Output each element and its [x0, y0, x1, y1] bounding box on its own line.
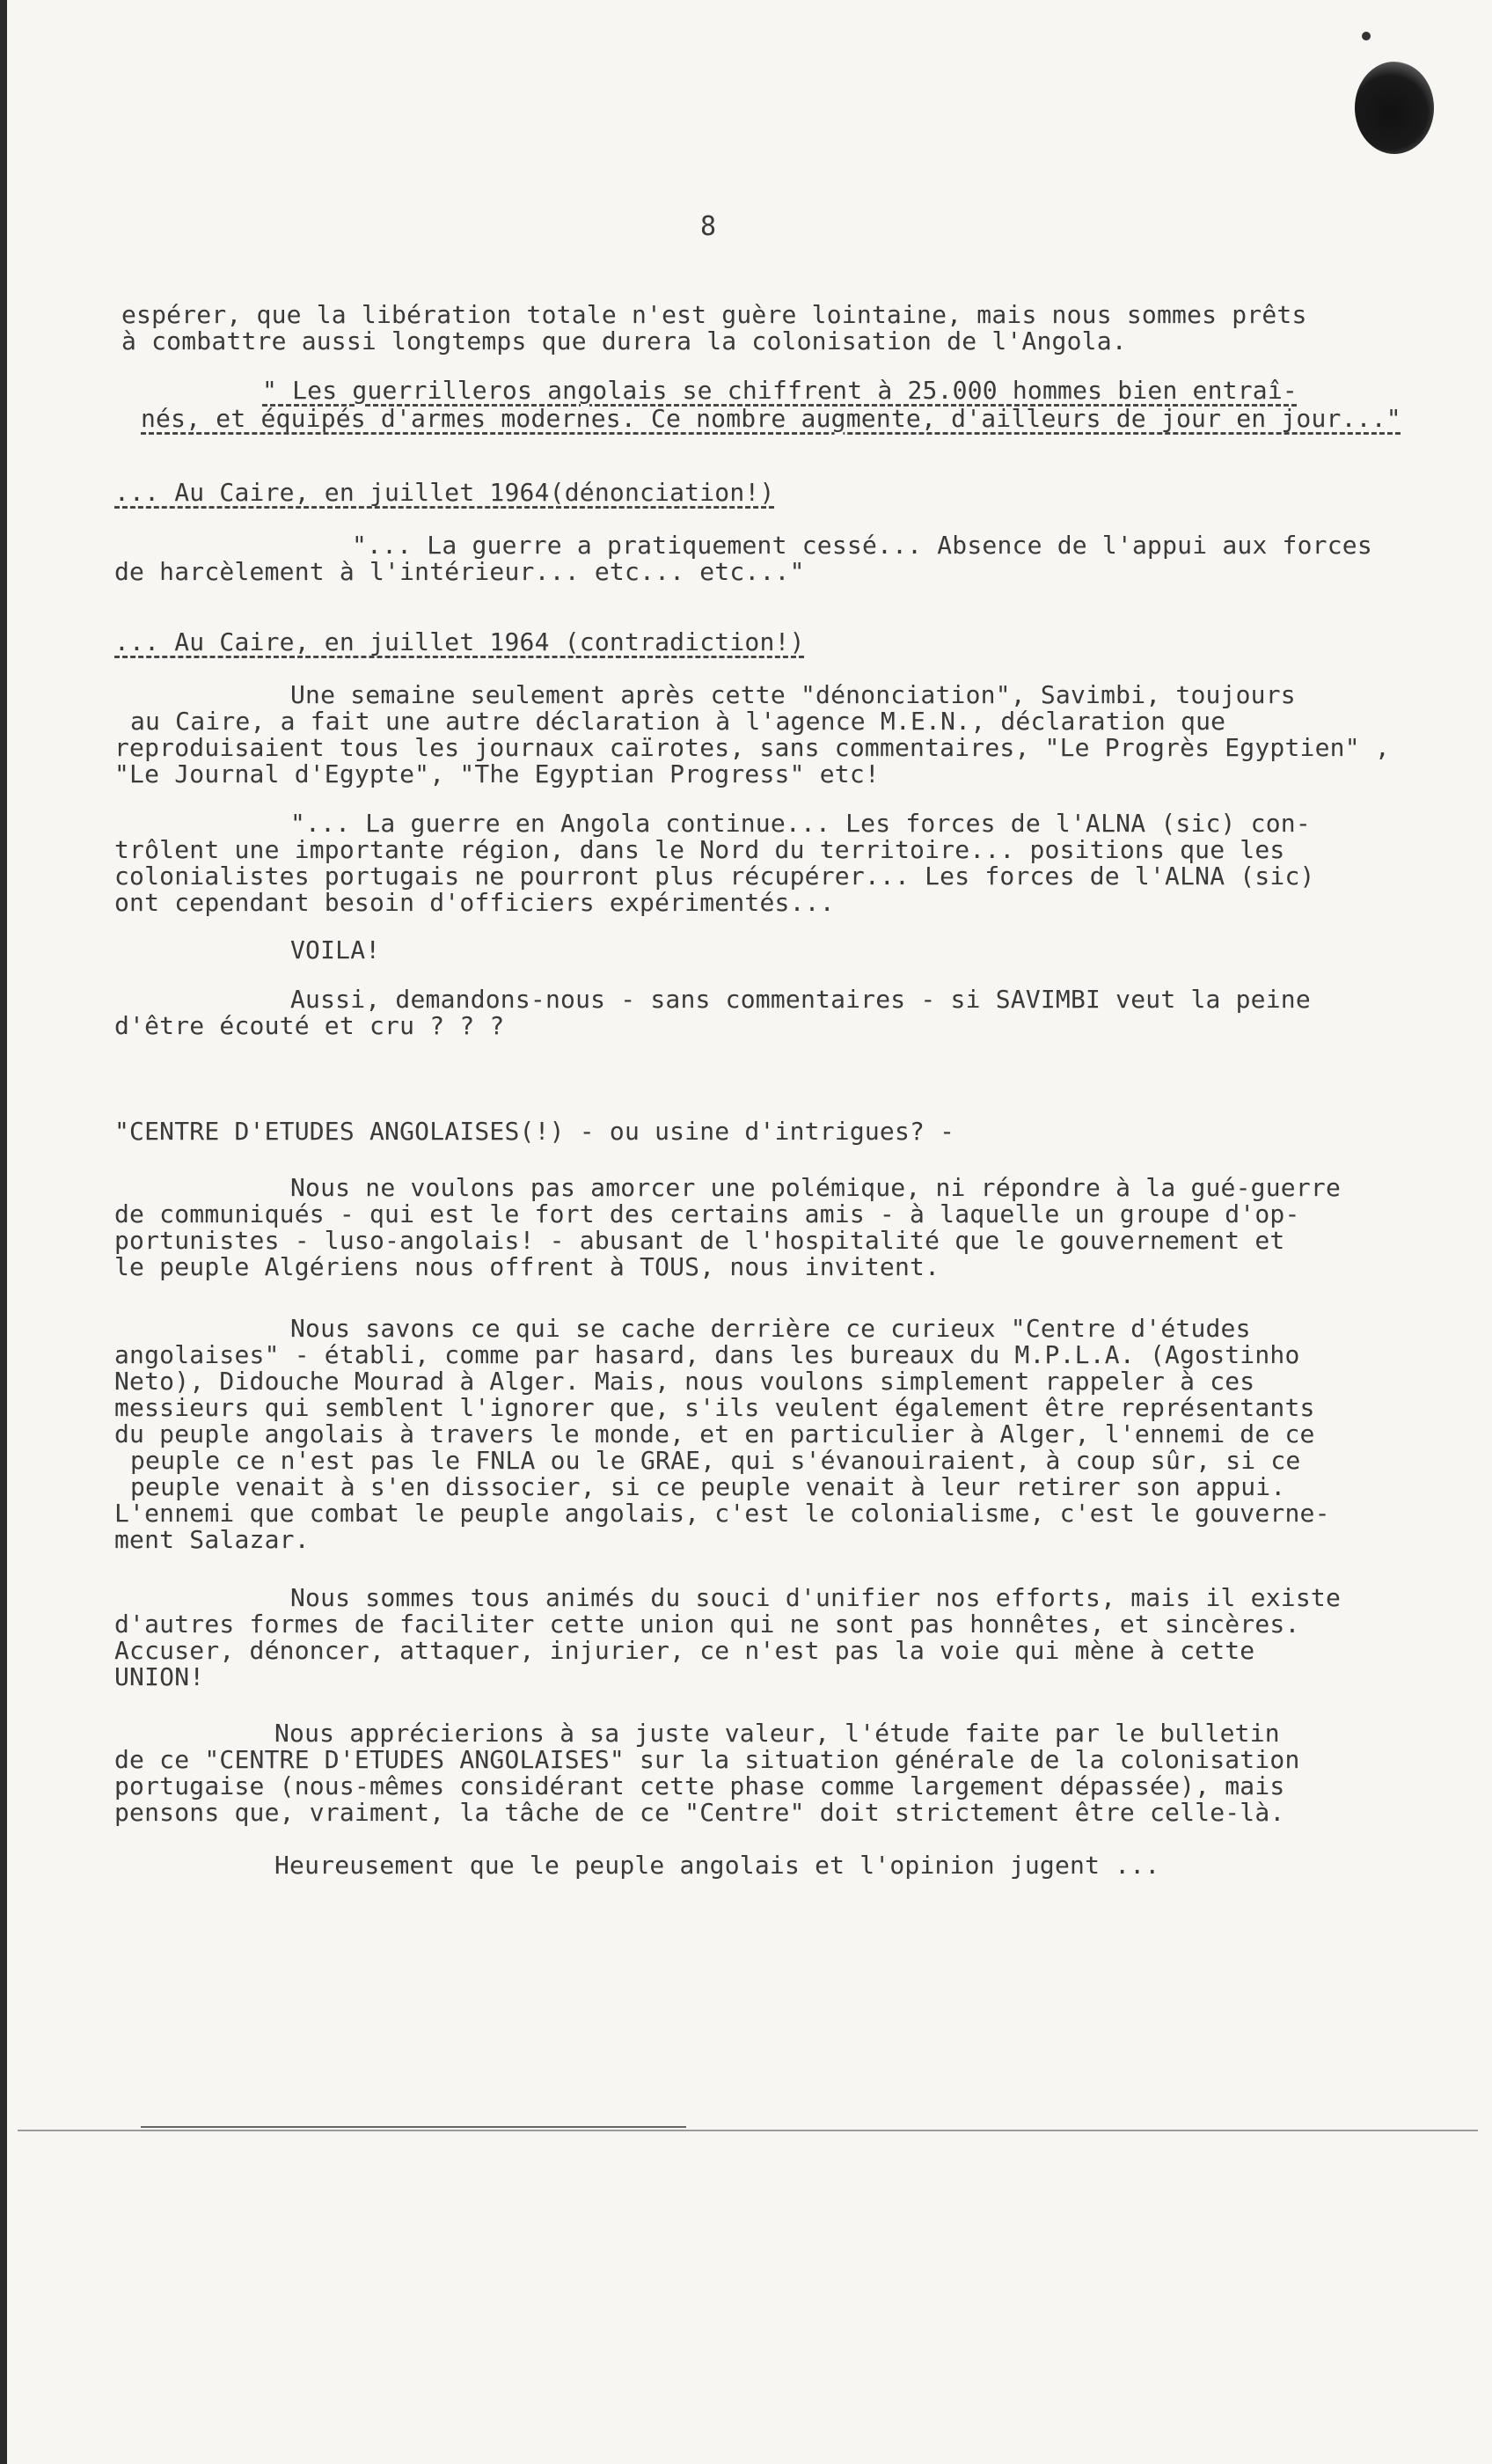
- text-line: "... La guerre en Angola continue... Les forces de l'ALNA (sic) con-: [290, 809, 1311, 838]
- bottom-rule: [18, 2130, 1478, 2131]
- text-line: Nous apprécierions à sa juste valeur, l'étude faite par le bulletin: [274, 1719, 1280, 1748]
- text-line: peuple ce n'est pas le FNLA ou le GRAE, qui s'évanouiraient, à coup sûr, si ce: [130, 1446, 1301, 1475]
- text-line: "Le Journal d'Egypte", "The Egyptian Progress" etc!: [114, 759, 880, 788]
- text-line: Neto), Didouche Mourad à Alger. Mais, nous voulons simplement rappeler à ces: [114, 1367, 1255, 1396]
- text-line: "CENTRE D'ETUDES ANGOLAISES(!) - ou usine d'intrigues? -: [114, 1117, 955, 1146]
- text-line: ... Au Caire, en juillet 1964(dénonciation!): [114, 478, 775, 507]
- text-line: UNION!: [114, 1662, 205, 1691]
- text-line: du peuple angolais à travers le monde, et en particulier à Alger, l'ennemi de ce: [114, 1419, 1315, 1448]
- text-line: le peuple Algériens nous offrent à TOUS, nous invitent.: [114, 1252, 940, 1281]
- punch-hole: [1355, 62, 1434, 154]
- text-line: de ce "CENTRE D'ETUDES ANGOLAISES" sur la situation générale de la colonisation: [114, 1745, 1300, 1774]
- text-line: colonialistes portugais ne pourront plus récupérer... Les forces de l'ALNA (sic): [114, 862, 1315, 891]
- text-line: Nous sommes tous animés du souci d'unifier nos efforts, mais il existe: [290, 1583, 1342, 1612]
- text-line: pensons que, vraiment, la tâche de ce "Centre" doit strictement être celle-là.: [114, 1798, 1285, 1827]
- text-line: VOILA!: [290, 935, 381, 964]
- text-line: " Les guerrilleros angolais se chiffrent à 25.000 hommes bien entraî-: [262, 376, 1298, 405]
- text-line: L'ennemi que combat le peuple angolais, c'est le colonialisme, c'est le gouverne-: [114, 1499, 1330, 1528]
- text-line: d'être écouté et cru ? ? ?: [114, 1011, 505, 1040]
- text-line: messieurs qui semblent l'ignorer que, s'ils veulent également être représentants: [114, 1393, 1315, 1422]
- text-line: portugaise (nous-mêmes considérant cette phase comme largement dépassée), mais: [114, 1771, 1285, 1800]
- text-line: portunistes - luso-angolais! - abusant de l'hospitalité que le gouvernement et: [114, 1226, 1285, 1255]
- page-number: 8: [700, 211, 717, 242]
- text-line: Une semaine seulement après cette "dénonciation", Savimbi, toujours: [290, 680, 1296, 709]
- text-line: de harcèlement à l'intérieur... etc... etc...": [114, 557, 805, 586]
- scan-edge: [0, 0, 7, 2464]
- text-line: ment Salazar.: [114, 1525, 310, 1554]
- text-line: ont cependant besoin d'officiers expérimentés...: [114, 888, 835, 917]
- bottom-rule-dark: [141, 2126, 686, 2128]
- text-line: ... Au Caire, en juillet 1964 (contradiction!): [114, 627, 805, 656]
- text-line: espérer, que la libération totale n'est guère lointaine, mais nous sommes prêts: [121, 300, 1307, 329]
- text-line: de communiqués - qui est le fort des certains amis - à laquelle un groupe d'op-: [114, 1199, 1300, 1228]
- text-line: Accuser, dénoncer, attaquer, injurier, ce n'est pas la voie qui mène à cette: [114, 1636, 1255, 1665]
- text-line: Heureusement que le peuple angolais et l'opinion jugent ...: [274, 1851, 1160, 1880]
- text-line: peuple venait à s'en dissocier, si ce peuple venait à leur retirer son appui.: [130, 1472, 1286, 1501]
- text-line: à combattre aussi longtemps que durera la colonisation de l'Angola.: [121, 326, 1127, 356]
- text-line: angolaises" - établi, comme par hasard, dans les bureaux du M.P.L.A. (Agostinho: [114, 1340, 1300, 1369]
- text-line: Aussi, demandons-nous - sans commentaires - si SAVIMBI veut la peine: [290, 985, 1311, 1014]
- text-line: trôlent une importante région, dans le Nord du territoire... positions que les: [114, 835, 1285, 864]
- punch-hole-dot: [1362, 32, 1371, 40]
- text-line: Nous ne voulons pas amorcer une polémique, ni répondre à la gué-guerre: [290, 1173, 1342, 1202]
- text-line: Nous savons ce qui se cache derrière ce curieux "Centre d'études: [290, 1314, 1251, 1343]
- text-line: "... La guerre a pratiquement cessé... Absence de l'appui aux forces: [352, 531, 1372, 560]
- text-line: reproduisaient tous les journaux caïrotes, sans commentaires, "Le Progrès Egyptien" ,: [114, 733, 1390, 762]
- text-line: d'autres formes de faciliter cette union qui ne sont pas honnêtes, et sincères.: [114, 1610, 1300, 1639]
- text-line: nés, et équipés d'armes modernes. Ce nombre augmente, d'ailleurs de jour en jour...": [141, 404, 1401, 433]
- text-line: au Caire, a fait une autre déclaration à l'agence M.E.N., déclaration que: [130, 707, 1226, 736]
